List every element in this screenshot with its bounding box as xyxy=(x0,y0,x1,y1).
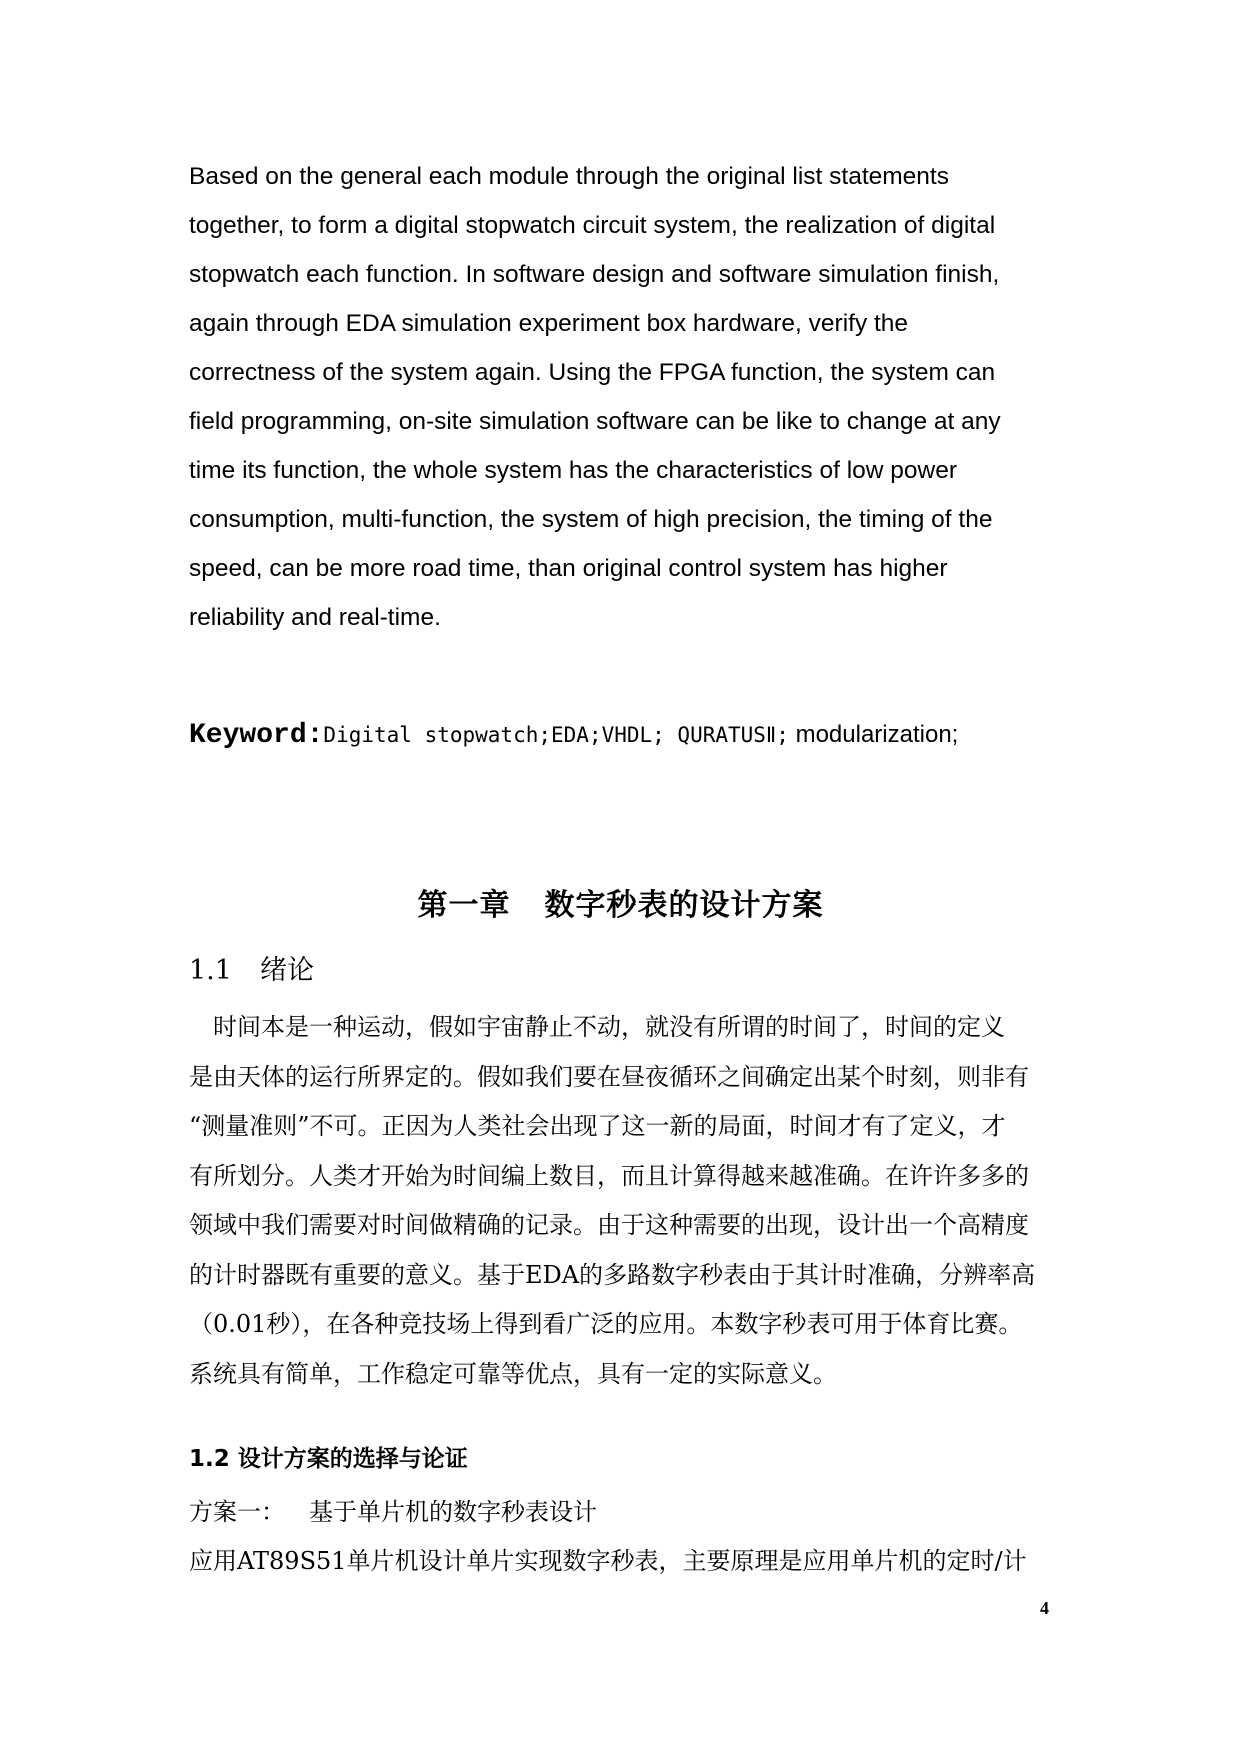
scheme-line xyxy=(189,1488,1059,1537)
abstract-line: correctness of the system again. Using the FPGA function, the system can xyxy=(189,359,996,386)
body-line: 有所划分。人类才开始为时间编上数目，而且计算得越来越准确。在许许多多的 xyxy=(189,1161,1029,1190)
body-line: “测量准则”不可。正因为人类社会出现了这一新的局面，时间才有了定义，才 xyxy=(189,1112,1006,1140)
english-abstract xyxy=(189,152,1059,642)
keyword-line xyxy=(189,720,1059,751)
abstract-line: consumption, multi-function, the system of high precision, the timing of the xyxy=(189,506,993,533)
keyword-label: Keyword: xyxy=(189,720,324,751)
section-1-1-body xyxy=(189,1003,1059,1399)
chapter-number: 第一章 xyxy=(417,888,511,923)
chapter-name: 数字秒表的设计方案 xyxy=(544,888,824,923)
body-line: （0.01秒），在各种竞技场上得到看广泛的应用。本数字秒表可用于体育比赛。 xyxy=(189,1310,1023,1338)
abstract-line: stopwatch each function. In software design and software simulation finish, xyxy=(189,261,1000,288)
abstract-line: time its function, the whole system has the characteristics of low power xyxy=(189,457,957,484)
section-1-2-body xyxy=(189,1488,1059,1586)
abstract-line: field programming, on-site simulation software can be like to change at any xyxy=(189,408,1001,435)
body-line: 领域中我们需要对时间做精确的记录。由于这种需要的出现，设计出一个高精度 xyxy=(189,1211,1029,1239)
page-number: 4 xyxy=(1040,1598,1049,1618)
keyword-last: modularization; xyxy=(788,721,959,748)
abstract-line: speed, can be more road time, than original control system has higher xyxy=(189,555,948,582)
section-1-2-heading: 1.2 设计方案的选择与论证 xyxy=(189,1446,468,1472)
scheme-label: 方案一： xyxy=(189,1498,285,1526)
abstract-line: Based on the general each module through the original list statements xyxy=(189,163,949,190)
abstract-line: again through EDA simulation experiment box hardware, verify the xyxy=(189,310,909,337)
section-title: 绪论 xyxy=(259,955,314,986)
body-line: 系统具有简单，工作稳定可靠等优点，具有一定的实际意义。 xyxy=(189,1359,837,1388)
keyword-list: Digital stopwatch;EDA;VHDL; QURATUSⅡ; xyxy=(323,723,789,747)
body-line: 是由天体的运行所界定的。假如我们要在昼夜循环之间确定出某个时刻，则非有 xyxy=(189,1062,1029,1091)
abstract-line: reliability and real-time. xyxy=(189,604,441,631)
section-1-1-heading xyxy=(189,948,1059,987)
body-line: 时间本是一种运动，假如宇宙静止不动，就没有所谓的时间了，时间的定义 xyxy=(189,1013,1005,1041)
section-number: 1.1 xyxy=(189,955,232,986)
chapter-title xyxy=(0,880,1241,924)
scheme-title: 基于单片机的数字秒表设计 xyxy=(309,1498,597,1526)
body-line: 的计时器既有重要的意义。基于EDA的多路数字秒表由于其计时准确，分辨率高 xyxy=(189,1260,1036,1289)
body-line: 应用AT89S51单片机设计单片实现数字秒表，主要原理是应用单片机的定时/计 xyxy=(189,1547,1027,1575)
abstract-line: together, to form a digital stopwatch circuit system, the realization of digital xyxy=(189,212,996,239)
